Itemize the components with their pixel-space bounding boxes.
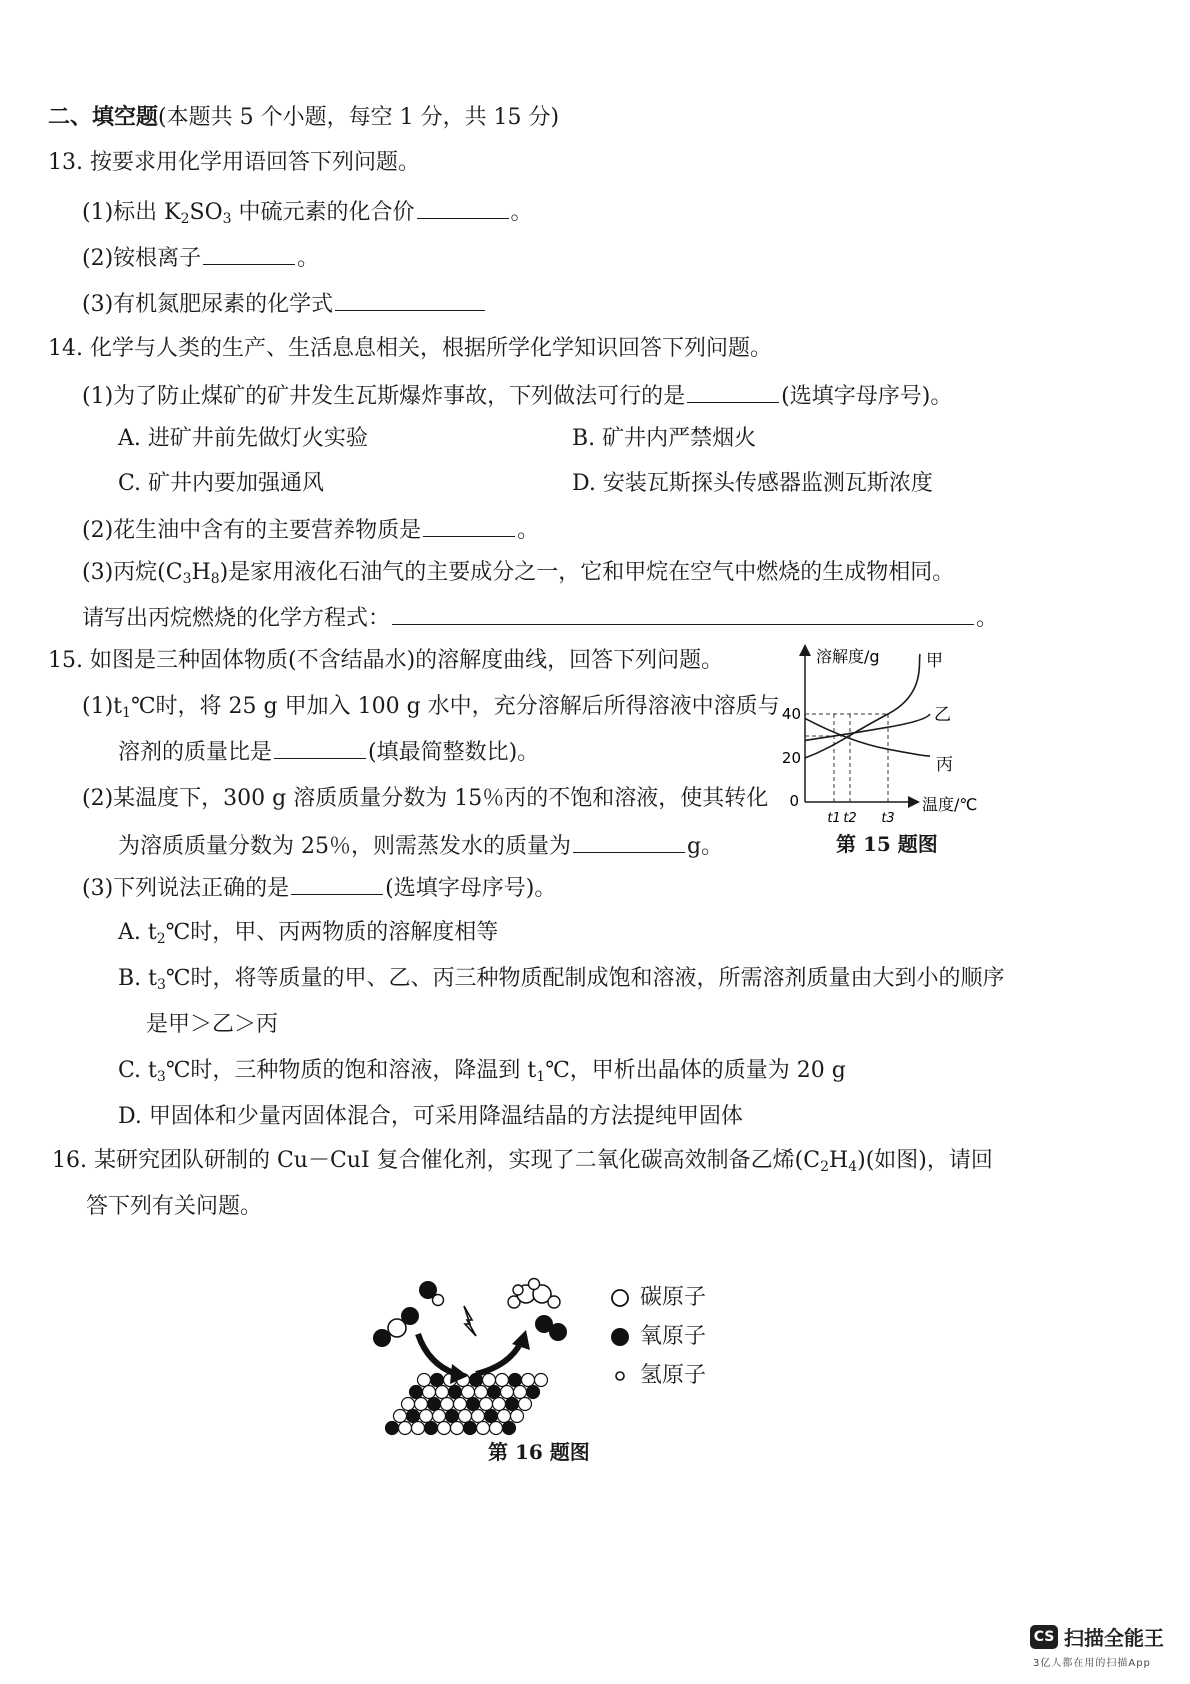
series-label-3: 丙 bbox=[936, 755, 953, 775]
x-tick-t2: t2 bbox=[843, 811, 857, 826]
lattice-atom bbox=[459, 1410, 472, 1423]
lattice-atom bbox=[514, 1386, 527, 1399]
section-title: 二、填空题 bbox=[48, 104, 159, 130]
lattice-atom bbox=[488, 1386, 501, 1399]
lattice-atom bbox=[483, 1374, 496, 1387]
lattice-atom bbox=[477, 1422, 490, 1435]
co-fragment bbox=[419, 1281, 444, 1306]
q14-part3-line2: 请写出丙烷燃烧的化学方程式： 。 bbox=[82, 602, 998, 634]
q14-part2: (2)花生油中含有的主要营养物质是 。 bbox=[82, 514, 539, 546]
lattice-atom bbox=[503, 1422, 516, 1435]
scanner-watermark bbox=[1030, 1622, 1164, 1651]
carbon-atom-icon bbox=[610, 1288, 630, 1308]
lattice-atom bbox=[420, 1410, 433, 1423]
lattice-atom bbox=[394, 1410, 407, 1423]
oxygen-pair bbox=[535, 1315, 567, 1341]
catalyst-diagram bbox=[368, 1272, 628, 1442]
q13-part1: (1)标出 $K_2SO_3$ 中硫元素的化合价 。 bbox=[82, 196, 533, 228]
lattice-atom bbox=[498, 1410, 511, 1423]
lattice-atom bbox=[464, 1422, 477, 1435]
solubility-chart bbox=[781, 642, 990, 826]
scanner-tagline: 3亿人都在用的扫描App bbox=[1033, 1658, 1151, 1669]
q13-stem: 13. 按要求用化学用语回答下列问题。 bbox=[48, 150, 420, 175]
q14-option-d: D. 安装瓦斯探头传感器监测瓦斯浓度 bbox=[572, 471, 933, 496]
lattice-atom bbox=[402, 1398, 415, 1411]
catalyst-surface bbox=[386, 1374, 548, 1435]
legend-hydrogen: 氢原子 bbox=[610, 1361, 706, 1391]
q15-option-b: B. $t_3℃$时，将等质量的甲、乙、丙三种物质配制成饱和溶液，所需溶剂质量由大到小的顺序 bbox=[118, 966, 1005, 993]
legend-oxygen: 氧原子 bbox=[610, 1322, 706, 1352]
lattice-atom bbox=[506, 1398, 519, 1411]
lattice-atom bbox=[454, 1398, 467, 1411]
section-note: (本题共 5 个小题，每空 1 分，共 15 分) bbox=[158, 105, 560, 130]
q15-option-b-line2: 是甲＞乙＞丙 bbox=[146, 1012, 279, 1037]
lattice-atom bbox=[431, 1374, 444, 1387]
scanner-logo: CS bbox=[1030, 1625, 1058, 1649]
figure-15-caption: 第 15 题图 bbox=[836, 832, 938, 856]
lattice-atom bbox=[428, 1398, 441, 1411]
origin-label: 0 bbox=[789, 792, 799, 810]
answer-blank[interactable] bbox=[274, 736, 366, 759]
figure-16-caption: 第 16 题图 bbox=[488, 1440, 590, 1464]
lattice-atom bbox=[418, 1374, 431, 1387]
answer-blank[interactable] bbox=[335, 288, 485, 311]
series-label-1: 甲 bbox=[926, 651, 943, 671]
oxygen-atom-icon bbox=[610, 1327, 630, 1347]
lattice-atom bbox=[451, 1422, 464, 1435]
lattice-atom bbox=[386, 1422, 399, 1435]
q14-part1: (1)为了防止煤矿的矿井发生瓦斯爆炸事故，下列做法可行的是 (选填字母序号)。 bbox=[82, 380, 952, 412]
lattice-atom bbox=[490, 1422, 503, 1435]
lattice-atom bbox=[449, 1386, 462, 1399]
reaction-arrow-left bbox=[418, 1334, 456, 1374]
q15-stem: 15. 如图是三种固体物质(不含结晶水)的溶解度曲线，回答下列问题。 bbox=[48, 648, 724, 673]
q15-part2: (2)某温度下，300 g 溶质质量分数为 15％丙的不饱和溶液，使其转化 bbox=[82, 786, 769, 811]
q15-part1: $(1)t_1℃$时，将 25 g 甲加入 100 g 水中，充分溶解后所得溶液中溶质与 bbox=[82, 694, 780, 721]
lattice-atom bbox=[446, 1410, 459, 1423]
lattice-atom bbox=[425, 1422, 438, 1435]
q14-part3: (3)丙烷$(C_3H_8)$是家用液化石油气的主要成分之一，它和甲烷在空气中燃烧的生成物相同。 bbox=[82, 560, 955, 587]
answer-blank[interactable] bbox=[417, 196, 509, 219]
y-axis-label: 溶解度/g bbox=[816, 647, 880, 666]
lattice-atom bbox=[509, 1374, 522, 1387]
q16-stem-line2: 答下列有关问题。 bbox=[86, 1194, 263, 1219]
series-label-2: 乙 bbox=[934, 705, 951, 725]
lattice-atom bbox=[522, 1374, 535, 1387]
lattice-atom bbox=[496, 1374, 509, 1387]
x-tick-t1: t1 bbox=[827, 811, 841, 826]
answer-blank[interactable] bbox=[573, 830, 685, 853]
lattice-atom bbox=[527, 1386, 540, 1399]
section-header bbox=[48, 102, 559, 133]
answer-blank[interactable] bbox=[291, 872, 383, 895]
lattice-atom bbox=[438, 1422, 451, 1435]
q15-part2-line2: 为溶质质量分数为 25％，则需蒸发水的质量为 g。 bbox=[118, 830, 723, 862]
lattice-atom bbox=[501, 1386, 514, 1399]
scanner-brand: 扫描全能王 bbox=[1064, 1626, 1164, 1650]
answer-blank[interactable] bbox=[423, 514, 515, 537]
energy-icon bbox=[464, 1306, 476, 1336]
q15-option-d: D. 甲固体和少量丙固体混合，可采用降温结晶的方法提纯甲固体 bbox=[118, 1104, 743, 1129]
lattice-atom bbox=[407, 1410, 420, 1423]
lattice-atom bbox=[472, 1410, 485, 1423]
q14-option-a: A. 进矿井前先做灯火实验 bbox=[118, 426, 368, 451]
q13-part2: (2)铵根离子 。 bbox=[82, 242, 319, 274]
legend-carbon: 碳原子 bbox=[610, 1283, 706, 1313]
lattice-atom bbox=[415, 1398, 428, 1411]
answer-blank[interactable] bbox=[203, 242, 295, 265]
lattice-atom bbox=[535, 1374, 548, 1387]
lattice-atom bbox=[519, 1398, 532, 1411]
lattice-atom bbox=[433, 1410, 446, 1423]
y-tick-40: 40 bbox=[781, 705, 801, 723]
x-tick-t3: t3 bbox=[881, 811, 895, 826]
lattice-atom bbox=[493, 1398, 506, 1411]
lattice-atom bbox=[480, 1398, 493, 1411]
lattice-atom bbox=[462, 1386, 475, 1399]
lattice-atom bbox=[410, 1386, 423, 1399]
q15-part3: (3)下列说法正确的是 (选填字母序号)。 bbox=[82, 872, 556, 904]
lattice-atom bbox=[475, 1386, 488, 1399]
lattice-atom bbox=[412, 1422, 425, 1435]
q16-stem: 16. 某研究团队研制的 Cu－CuI 复合催化剂，实现了二氧化碳高效制备乙烯$(C_2H_4)$(如图)，请回 bbox=[52, 1148, 993, 1175]
q14-stem: 14. 化学与人类的生产、生活息息相关，根据所学化学知识回答下列问题。 bbox=[48, 336, 772, 361]
q13-part3: (3)有机氮肥尿素的化学式 bbox=[82, 288, 487, 320]
answer-blank[interactable] bbox=[392, 602, 974, 625]
co2-molecule bbox=[373, 1307, 419, 1347]
answer-blank[interactable] bbox=[687, 380, 779, 403]
x-axis-label: 温度/℃ bbox=[922, 795, 978, 814]
y-tick-20: 20 bbox=[781, 749, 801, 767]
q14-option-c: C. 矿井内要加强通风 bbox=[118, 471, 325, 496]
ethylene-molecule bbox=[508, 1279, 560, 1309]
q15-option-a: A. $t_2℃$时，甲、丙两物质的溶解度相等 bbox=[118, 920, 499, 947]
lattice-atom bbox=[511, 1410, 524, 1423]
hydrogen-atom-icon bbox=[610, 1366, 630, 1386]
lattice-atom bbox=[423, 1386, 436, 1399]
q14-option-b: B. 矿井内严禁烟火 bbox=[572, 426, 757, 451]
q15-option-c: C. $t_3℃$时，三种物质的饱和溶液，降温到 $t_1℃$，甲析出晶体的质量为 20 g bbox=[118, 1058, 846, 1085]
reaction-arrow-right bbox=[476, 1344, 520, 1374]
q15-part1-line2: 溶剂的质量比是 (填最简整数比)。 bbox=[118, 736, 539, 768]
lattice-atom bbox=[436, 1386, 449, 1399]
lattice-atom bbox=[441, 1398, 454, 1411]
lattice-atom bbox=[467, 1398, 480, 1411]
lattice-atom bbox=[399, 1422, 412, 1435]
lattice-atom bbox=[485, 1410, 498, 1423]
